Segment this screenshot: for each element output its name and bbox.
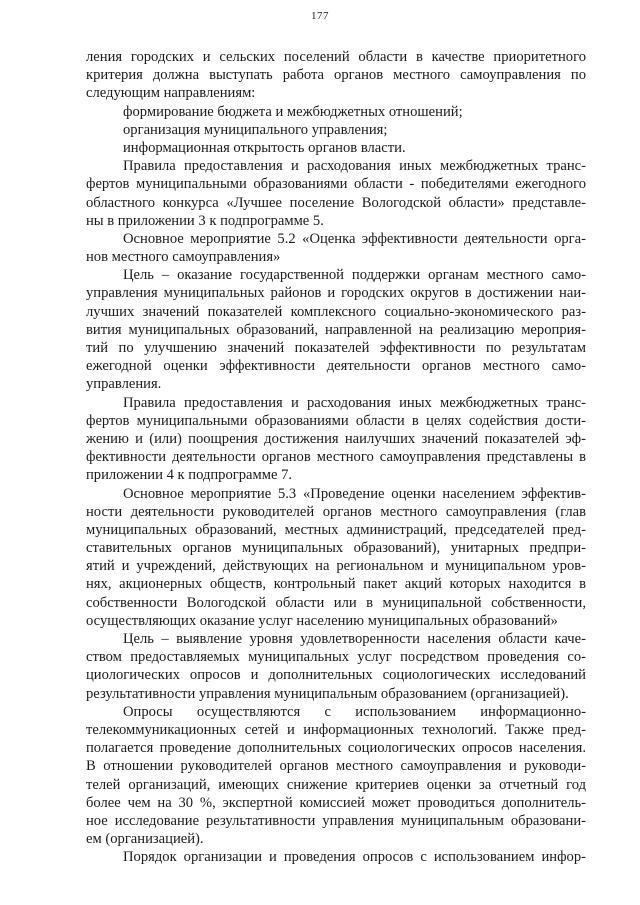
text-line: Правила предоставления и расходования иных межбюджетных транс-: [123, 158, 586, 175]
text-line: приложении 4 к подпрограмме 7.: [86, 467, 293, 484]
text-line: результативности управления муниципальным образованием (организацией).: [86, 685, 569, 702]
text-line: ности деятельности руководителей органов местного самоуправления (глав: [86, 503, 586, 520]
text-line: ставительных органов муниципальных образований), унитарных предпри-: [86, 540, 586, 557]
text-line: лучших значений показателей комплексного социально-экономического раз-: [86, 303, 586, 320]
text-line: нов местного самоуправления»: [86, 249, 281, 266]
text-line: телей организаций, имеющих снижение критериев оценки за отчетный год: [86, 776, 586, 793]
text-line: Правила предоставления и расходования иных межбюджетных транс-: [123, 394, 586, 411]
text-line: Основное мероприятие 5.2 «Оценка эффективности деятельности орга-: [123, 230, 586, 247]
text-line: собственности Вологодской области или в муниципальной собственности,: [86, 594, 586, 611]
text-line: формирование бюджета и межбюджетных отношений;: [123, 103, 463, 120]
text-line: В отношении руководителей органов местного самоуправления и руководи-: [86, 758, 586, 775]
text-line: ежегодной оценки эффективности деятельности органов местного само-: [86, 358, 586, 375]
text-line: телекоммуникационных сетей и информационных технологий. Также пред-: [86, 721, 586, 738]
text-line: более чем на 30 %, экспертной комиссией может проводиться дополнитель-: [86, 794, 586, 811]
text-line: управления.: [86, 376, 162, 393]
text-line: нях, акционерных обществ, контрольный пакет акций которых находится в: [86, 576, 586, 593]
page-number: 177: [311, 10, 329, 22]
text-line: критерия должна выступать работа органов местного самоуправления по: [86, 67, 586, 84]
text-line: жению и (или) поощрения достижения наилучших значений показателей эф-: [86, 430, 586, 447]
text-line: Цель – выявление уровня удовлетворенности населения области каче-: [123, 631, 586, 647]
text-line: информационная открытость органов власти.: [123, 139, 406, 156]
text-line: вития муниципальных образований, направленной на реализацию мероприя-: [86, 321, 586, 338]
text-line: организация муниципального управления;: [123, 121, 388, 138]
document-body: [86, 48, 586, 866]
text-line: муниципальных образований, местных администраций, председателей пред-: [86, 521, 586, 538]
text-line: полагается проведение дополнительных социологических опросов населения.: [86, 740, 586, 757]
text-line: фертов муниципальными образованиями области - победителями ежегодного: [86, 176, 586, 193]
text-line: ятий и учреждений, действующих на региональном и муниципальном уров-: [86, 558, 586, 575]
text-line: управления муниципальных районов и городских округов в достижении наи-: [86, 285, 586, 302]
text-line: ем (организацией).: [86, 831, 204, 848]
text-line: осуществляющих оказание услуг населению муниципальных образований»: [86, 612, 558, 629]
text-line: ны в приложении 3 к подпрограмме 5.: [86, 212, 324, 229]
text-line: фективности деятельности органов местного самоуправления представлены в: [86, 449, 586, 466]
text-line: следующим направлениям:: [86, 85, 256, 102]
text-line: циологических опросов и дополнительных социологических исследований: [86, 667, 586, 684]
text-line: ством предоставляемых муниципальных услуг посредством проведения со-: [86, 649, 586, 666]
text-line: Основное мероприятие 5.3 «Проведение оценки населением эффектив-: [123, 485, 586, 502]
text-line: областного конкурса «Лучшее поселение Вологодской области» представле-: [86, 194, 586, 211]
text-line: ления городских и сельских поселений области в качестве приоритетного: [86, 49, 586, 65]
text-line: Порядок организации и проведения опросов с использованием инфор-: [123, 849, 586, 866]
text-line: Цель – оказание государственной поддержки органам местного само-: [123, 267, 586, 284]
text-line: Опросы осуществляются с использованием информационно-: [123, 703, 586, 720]
text-line: фертов муниципальными образованиями области в целях содействия дости-: [86, 412, 586, 429]
text-line: тий по улучшению значений показателей эффективности по результатам: [86, 340, 586, 356]
text-line: ное исследование результативности управления муниципальным образовани-: [86, 812, 586, 829]
